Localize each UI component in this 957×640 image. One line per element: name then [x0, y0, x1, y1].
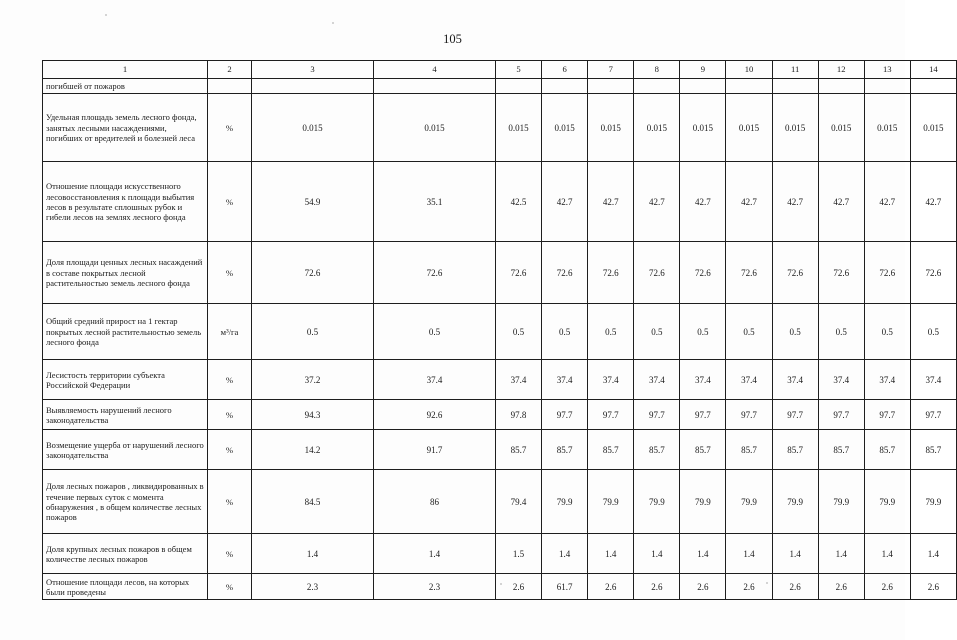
row-value: 0.5	[726, 304, 772, 360]
column-number-6: 6	[542, 61, 588, 79]
row-value: 42.7	[588, 162, 634, 242]
row-value	[374, 79, 496, 94]
column-number-11: 11	[772, 61, 818, 79]
row-value: 1.5	[496, 534, 542, 574]
row-value: 84.5	[252, 470, 374, 534]
row-unit: м³/га	[208, 304, 252, 360]
row-value: 97.7	[542, 400, 588, 430]
row-value: 0.015	[680, 94, 726, 162]
row-value: 72.6	[634, 242, 680, 304]
table-row	[43, 79, 957, 94]
row-value: 0.5	[864, 304, 910, 360]
row-value: 97.7	[680, 400, 726, 430]
row-value: 97.7	[818, 400, 864, 430]
row-value: 37.4	[680, 360, 726, 400]
column-number-13: 13	[864, 61, 910, 79]
row-unit: %	[208, 162, 252, 242]
row-value: 85.7	[542, 430, 588, 470]
row-value	[542, 79, 588, 94]
row-value	[680, 79, 726, 94]
row-value: 85.7	[588, 430, 634, 470]
row-value: 1.4	[588, 534, 634, 574]
row-value: 79.9	[588, 470, 634, 534]
column-number-14: 14	[910, 61, 956, 79]
row-value: 79.9	[864, 470, 910, 534]
row-value: 2.3	[374, 574, 496, 600]
table-row	[43, 574, 957, 600]
row-value: 97.7	[772, 400, 818, 430]
row-unit: %	[208, 534, 252, 574]
table-row	[43, 94, 957, 162]
row-value: 79.4	[496, 470, 542, 534]
row-value: 97.7	[588, 400, 634, 430]
row-value: 2.3	[252, 574, 374, 600]
row-value: 37.2	[252, 360, 374, 400]
row-value: 37.4	[772, 360, 818, 400]
row-value: 42.7	[680, 162, 726, 242]
row-value: 0.015	[634, 94, 680, 162]
row-value: 79.9	[542, 470, 588, 534]
row-value: 72.6	[772, 242, 818, 304]
row-value: 79.9	[634, 470, 680, 534]
row-value: 79.9	[772, 470, 818, 534]
row-label: Возмещение ущерба от нарушений лесного законодательства	[43, 430, 208, 470]
row-value: 0.5	[496, 304, 542, 360]
row-value: 1.4	[864, 534, 910, 574]
table-row	[43, 242, 957, 304]
row-value: 37.4	[726, 360, 772, 400]
row-value: 79.9	[910, 470, 956, 534]
row-value: 37.4	[588, 360, 634, 400]
row-value: 97.8	[496, 400, 542, 430]
row-value: 1.4	[374, 534, 496, 574]
row-unit: %	[208, 400, 252, 430]
row-value: 2.6	[772, 574, 818, 600]
row-value: 0.5	[818, 304, 864, 360]
row-value: 72.6	[910, 242, 956, 304]
row-value: 97.7	[910, 400, 956, 430]
row-value	[634, 79, 680, 94]
row-value: 0.015	[496, 94, 542, 162]
row-value: 97.7	[726, 400, 772, 430]
row-label: Доля площади ценных лесных насаждений в составе покрытых лесной растительностью земель лесного фонда	[43, 242, 208, 304]
column-number-10: 10	[726, 61, 772, 79]
indicators-table	[42, 60, 957, 600]
row-value: 0.015	[818, 94, 864, 162]
row-value: 2.6	[634, 574, 680, 600]
row-value: 0.015	[252, 94, 374, 162]
row-value	[588, 79, 634, 94]
row-value: 0.015	[910, 94, 956, 162]
row-unit: %	[208, 94, 252, 162]
row-value	[864, 79, 910, 94]
row-unit: %	[208, 574, 252, 600]
row-value	[252, 79, 374, 94]
row-value	[772, 79, 818, 94]
row-value: 42.7	[726, 162, 772, 242]
row-value: 91.7	[374, 430, 496, 470]
row-value: 2.6	[588, 574, 634, 600]
row-value: 1.4	[252, 534, 374, 574]
table-column-number-row	[43, 61, 957, 79]
row-value	[910, 79, 956, 94]
row-label: Доля лесных пожаров , ликвидированных в течение первых суток с момента обнаружения , в общем количестве лесных пожаров	[43, 470, 208, 534]
row-value: 0.015	[864, 94, 910, 162]
row-value: 72.6	[864, 242, 910, 304]
row-value: 0.5	[374, 304, 496, 360]
row-value: 35.1	[374, 162, 496, 242]
row-value: 1.4	[726, 534, 772, 574]
row-value: 92.6	[374, 400, 496, 430]
row-value: 1.4	[818, 534, 864, 574]
row-value: 1.4	[542, 534, 588, 574]
row-label: Доля крупных лесных пожаров в общем количестве лесных пожаров	[43, 534, 208, 574]
row-value: 2.6	[680, 574, 726, 600]
page-number: 105	[443, 32, 462, 46]
row-value: 0.015	[772, 94, 818, 162]
row-value: 94.3	[252, 400, 374, 430]
row-label: Отношение площади искусственного лесовосстановления к площади выбытия лесов в результате сплошных рубок и гибели лесов на землях лесного фонда	[43, 162, 208, 242]
row-value	[726, 79, 772, 94]
row-value: 85.7	[634, 430, 680, 470]
row-value: 37.4	[910, 360, 956, 400]
row-value: 0.015	[726, 94, 772, 162]
row-value: 97.7	[864, 400, 910, 430]
row-value: 42.5	[496, 162, 542, 242]
row-value: 2.6	[726, 574, 772, 600]
row-value: 0.5	[680, 304, 726, 360]
row-value: 79.9	[818, 470, 864, 534]
row-value: 1.4	[680, 534, 726, 574]
row-unit: %	[208, 430, 252, 470]
table-row	[43, 534, 957, 574]
row-value: 72.6	[588, 242, 634, 304]
row-value: 72.6	[374, 242, 496, 304]
row-value: 2.6	[818, 574, 864, 600]
row-value: 2.6	[864, 574, 910, 600]
column-number-8: 8	[634, 61, 680, 79]
row-value: 79.9	[726, 470, 772, 534]
row-value	[496, 79, 542, 94]
row-unit	[208, 79, 252, 94]
column-number-12: 12	[818, 61, 864, 79]
row-value: 72.6	[496, 242, 542, 304]
row-value: 72.6	[726, 242, 772, 304]
row-unit: %	[208, 360, 252, 400]
row-value: 54.9	[252, 162, 374, 242]
row-value: 37.4	[634, 360, 680, 400]
row-value: 72.6	[542, 242, 588, 304]
row-value: 1.4	[910, 534, 956, 574]
row-value	[818, 79, 864, 94]
row-label: погибшей от пожаров	[43, 79, 208, 94]
row-value: 42.7	[818, 162, 864, 242]
row-unit: %	[208, 242, 252, 304]
row-value: 61.7	[542, 574, 588, 600]
row-value: 1.4	[634, 534, 680, 574]
row-value: 42.7	[772, 162, 818, 242]
row-value: 0.5	[588, 304, 634, 360]
table-row	[43, 304, 957, 360]
table-row	[43, 360, 957, 400]
row-value: 37.4	[374, 360, 496, 400]
table-row	[43, 162, 957, 242]
row-value: 85.7	[726, 430, 772, 470]
row-label: Общий средний прирост на 1 гектар покрытых лесной растительностью земель лесного фонда	[43, 304, 208, 360]
row-value: 14.2	[252, 430, 374, 470]
row-value: 72.6	[818, 242, 864, 304]
row-value: 0.5	[910, 304, 956, 360]
column-number-4: 4	[374, 61, 496, 79]
scan-speck	[105, 14, 107, 16]
row-value: 37.4	[864, 360, 910, 400]
column-number-9: 9	[680, 61, 726, 79]
row-value: 0.5	[634, 304, 680, 360]
column-number-5: 5	[496, 61, 542, 79]
table-row	[43, 400, 957, 430]
indicators-table-container	[42, 60, 944, 600]
column-number-7: 7	[588, 61, 634, 79]
row-value: 85.7	[818, 430, 864, 470]
row-value: 86	[374, 470, 496, 534]
row-value: 42.7	[634, 162, 680, 242]
row-label: Отношение площади лесов, на которых были проведены	[43, 574, 208, 600]
row-value: 85.7	[864, 430, 910, 470]
row-value: 42.7	[864, 162, 910, 242]
row-value: 85.7	[680, 430, 726, 470]
row-label: Выявляемость нарушений лесного законодательства	[43, 400, 208, 430]
table-row	[43, 470, 957, 534]
row-value: 85.7	[772, 430, 818, 470]
row-value: 0.5	[772, 304, 818, 360]
row-value: 37.4	[542, 360, 588, 400]
row-value: 42.7	[542, 162, 588, 242]
row-value: 0.5	[252, 304, 374, 360]
scan-speck	[332, 22, 334, 24]
column-number-1: 1	[43, 61, 208, 79]
row-value: 85.7	[496, 430, 542, 470]
row-value: 1.4	[772, 534, 818, 574]
table-row	[43, 430, 957, 470]
row-value: 42.7	[910, 162, 956, 242]
row-unit: %	[208, 470, 252, 534]
row-value: 37.4	[496, 360, 542, 400]
row-value: 72.6	[680, 242, 726, 304]
row-value: 2.6	[496, 574, 542, 600]
row-label: Лесистость территории субъекта Российской Федерации	[43, 360, 208, 400]
row-value: 0.015	[542, 94, 588, 162]
row-value: 79.9	[680, 470, 726, 534]
row-value: 2.6	[910, 574, 956, 600]
row-value: 0.5	[542, 304, 588, 360]
row-value: 0.015	[588, 94, 634, 162]
row-value: 37.4	[818, 360, 864, 400]
column-number-2: 2	[208, 61, 252, 79]
row-value: 85.7	[910, 430, 956, 470]
row-label: Удельная площадь земель лесного фонда, занятых лесными насаждениями, погибших от вредителей и болезней леса	[43, 94, 208, 162]
row-value: 72.6	[252, 242, 374, 304]
row-value: 97.7	[634, 400, 680, 430]
column-number-3: 3	[252, 61, 374, 79]
row-value: 0.015	[374, 94, 496, 162]
